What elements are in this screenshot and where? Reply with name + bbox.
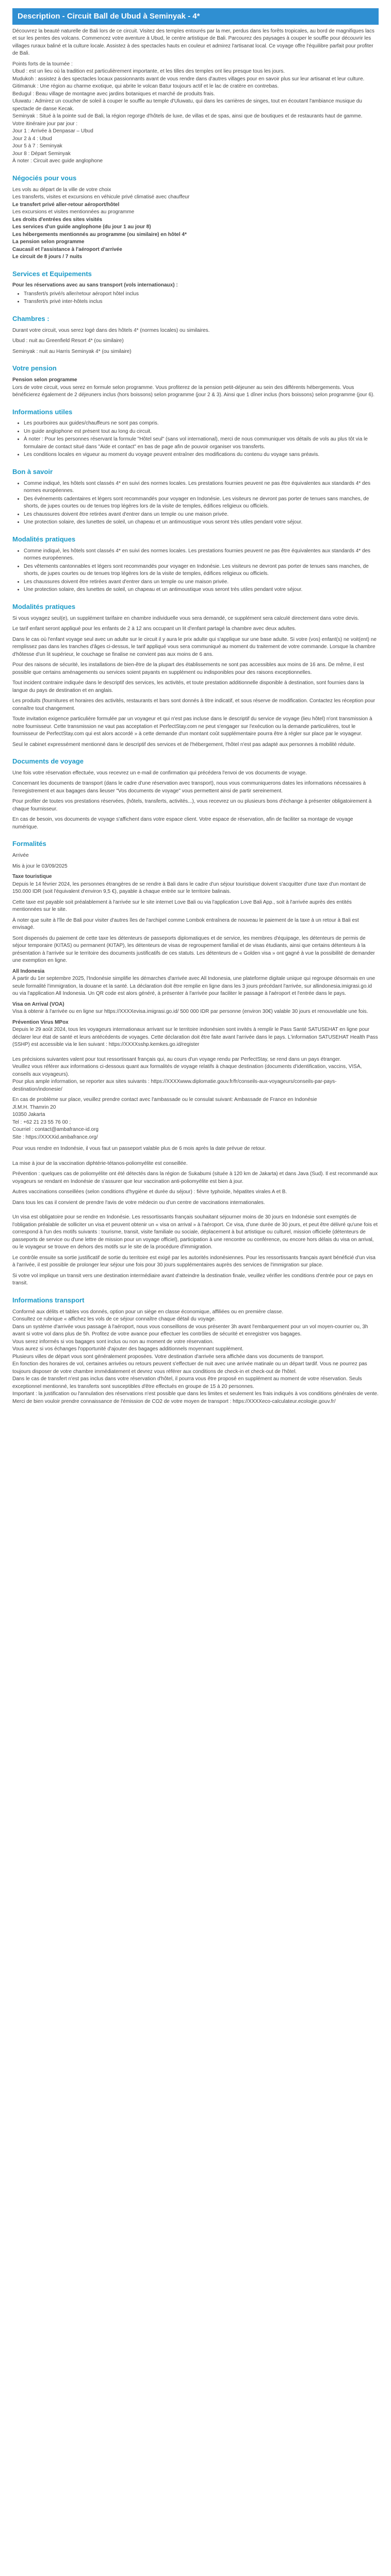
- services-item: • Transfert/s privé inter-hôtels inclus: [24, 298, 379, 306]
- modalites-paragraph: Pour des raisons de sécurité, les installations de bien-être de la plupart des établissements ne sont pas accessibles aux moins de 16 ans. De même, il est possible que certains aménagements ou services soient payants en supplément ou indisponibles pour des raisons exceptionnelles.: [12, 662, 364, 675]
- negocies-item: Les services d'un guide anglophone (du jour 1 au jour 8): [12, 224, 151, 230]
- intro-line: Seminyak : Situé à la pointe sud de Bali, la région regorge d'hôtels de luxe, de villas et de spas, ainsi que de boutiques et de restaurants haut de gamme.: [12, 113, 363, 120]
- negocies-item: Les transferts, visites et excursions en véhicule privé climatisé avec chauffeur: [12, 194, 190, 200]
- formalites-paragraph: La mise à jour de la vaccination diphtérie-tétanos-poliomyélite est conseillée.: [12, 1160, 188, 1166]
- modalites-paragraph: Si vous voyagez seul(e), un supplément tarifaire en chambre individuelle vous sera demandé, ce supplément sera calculé directement dans votre devis.: [12, 615, 360, 621]
- intro-section: [12, 28, 379, 165]
- formalites-paragraph: Les précisions suivantes valent pour tout ressortissant français qui, au cours d'un voyage rendu par PerfectStay, se rend dans un pays étranger.: [12, 1056, 341, 1062]
- itinerary-day: Jour 2 à 4 : Ubud: [12, 135, 52, 142]
- intro-line: Bedugul : Beau village de montagne avec jardins botaniques et marché de produits frais.: [12, 91, 215, 97]
- formalites-paragraph: Depuis le 29 août 2024, tous les voyageurs internationaux arrivant sur le territoire indonésien sont invités à remplir le Pass Santé SATUSEHAT en ligne pour déclarer leur état de santé et leurs antécédents de voyages. Cette déclaration doit être faite avant l'arrivée dans le pays. L'information SATUSEHAT Health Pass (SSHP) est accessible via le lien suivant : https://XXXXsshp.kemkes.go.id/register: [12, 1027, 378, 1048]
- bonasavoir-item: • Les chaussures doivent être retirées avant d'entrer dans un temple ou une maison privée.: [24, 511, 379, 519]
- negocies-item: Le transfert privé aller-retour aéroport/hôtel: [12, 201, 120, 208]
- bonasavoir-item: • Une protection solaire, des lunettes de soleil, un chapeau et un antimoustique vous seront très utiles pendant votre séjour.: [24, 519, 379, 527]
- negocies-heading: Négociés pour vous: [12, 174, 77, 182]
- intro-line: Ubud : est un lieu où la tradition est particulièrement importante, et les tilles des temples ont lieu presque tous les jours.: [12, 69, 285, 75]
- documents-paragraph: Pour profiter de toutes vos prestations réservées, (hôtels, transferts, activités...), vous recevrez un ou plusieurs bons d'échange à présenter obligatoirement à chaque fournisseur.: [12, 799, 372, 812]
- modalites-list: [12, 548, 379, 594]
- intro-line: Mudukoh : assistez à des spectacles locaux passionnants avant de vous rendre dans d'autres villages pour en savoir plus sur leur artisanat et leur culture.: [12, 76, 365, 82]
- services-list: [12, 291, 379, 306]
- formalites-subheading: Prévention Virus MPox: [12, 1019, 69, 1025]
- negocies-item: Caucasil et l'assistance à l'aéroport d'arrivée: [12, 246, 122, 252]
- infos-item: • À noter : Pour les personnes réservant la formule "Hôtel seul" (sans vol international), merci de nous communiquer vos détails de vols au plus tôt via le formulaire de contact situé dans "Aide et contact" en bas de page afin de pouvoir organiser vos transferts.: [24, 436, 379, 451]
- intro-line: Uluwatu : Admirez un coucher de soleil à couper le souffle au temple d'Uluwatu, qui dans les carrières de singes, tout en écoutant l'ambiance musique du spectacle de danse Kecak.: [12, 98, 362, 112]
- modalites-heading: Modalités pratiques: [12, 535, 76, 543]
- modalites-item: • Une protection solaire, des lunettes de soleil, un chapeau et un antimoustique vous seront très utiles pendant votre séjour.: [24, 586, 379, 594]
- intro-line: Gitimanuk : Une région au charme exotique, qui abrite le volcan Batur toujours actif et le lac de cratère en contrebas.: [12, 83, 279, 90]
- intro-line: Points forts de la tournée :: [12, 61, 73, 67]
- intro-line: Votre itinéraire jour par jour :: [12, 121, 78, 127]
- formalites-paragraph: Cette taxe est payable soit préalablement à l'arrivée sur le site internet Love Bali ou via l'application Love Bali App., soit à l'arrivée auprès des entités mentionnées sur le site.: [12, 899, 352, 913]
- bonasavoir-item: • Comme indiqué, les hôtels sont classés 4* en suivi des normes locales. Les prestations fournies peuvent ne pas être équivalentes aux standards 4* des normes européennes.: [24, 480, 379, 495]
- transport-paragraph: Plusieurs villes de départ vous sont généralement proposées. Votre destination d'arrivée sera affichée dans vos documents de transport.: [12, 1353, 324, 1360]
- modalites-item: • Des vêtements cantonnables et légers sont recommandés pour voyager en Indonésie. Les visiteurs ne devront pas porter de tenues sans manches, de shorts, de jupes courtes ou de tenues trop légères lors de la visite de temples, édifices religieux ou officiels.: [24, 563, 379, 578]
- negocies-item: Les vols au départ de la ville de votre choix: [12, 187, 111, 193]
- formalites-update-date: Mis à jour le 03/09/2025: [12, 863, 68, 869]
- infos-item: • Les conditions locales en vigueur au moment du voyage peuvent entraîner des modifications du contenu du voyage sans préavis.: [24, 451, 379, 459]
- formalites-paragraph: Veuillez vous référer aux informations ci-dessous quant aux formalités de voyage relatifs à chaque destination (documents d'identification, vaccins, VISA, conseils aux voyageurs).: [12, 1064, 362, 1077]
- formalites-paragraph: À partir du 1er septembre 2025, l'Indonésie simplifie les démarches d'arrivée avec All Indonesia, une plateforme digitale unique qui regroupe désormais en une seule formalité l'immigration, la douane et la santé. La déclaration doit être remplie en ligne dans les 3 jours précédant l'arrivée, sur allindonesia.imigrasi.go.id ou via l'application All Indonesia. Un QR code est alors généré, à présenter à l'arrivée pour faciliter le passage à l'aéroport et l'entrée dans le pays.: [12, 976, 376, 997]
- formalites-paragraph: Un visa est obligatoire pour se rendre en Indonésie. Les ressortissants français souhaitant séjourner moins de 30 jours en Indonésie sont exemptés de l'obligation préalable de solliciter un visa et peuvent obtenir un « visa on arrival » à l'aéroport. Ce visa, d'une durée de 30 jours, et peut être délivré qu'une fois et correspond à l'un des motifs suivants : tourisme, transit, visite familiale ou sociale, déplacement à but artistique ou culturel, mission officielle (détenteurs de passeports de service ou d'une lettre de mission pour un voyage officiel), participation à une rencontre ou conférence, ou encore hors délais du visa on arrival, ou le voyageur se trouve en dehors des motifs sur le site de la procédure d'immigration.: [12, 1214, 378, 1250]
- transport-paragraph: Dans un système d'arrivée vous passage à l'aéroport, nous vous conseillons de vous présenter 3h avant l'embarquement pour un vol moyen-courrier ou, 3h avant si votre vol dans plus de 5h. Profitez de votre avance pour effectuer les contrôles de sécurité et enregistrer vos bagages.: [12, 1324, 368, 1337]
- negocies-item: Les droits d'entrées des sites visités: [12, 216, 103, 223]
- negocies-item: La pension selon programme: [12, 239, 85, 245]
- modalites-paragraph: Dans le cas où l'enfant voyage seul avec un adulte sur le circuit il y aura le prix adulte qui s'applique sur une base adulte. Si votre (vos) enfant(s) ne voit(ent) ne remplissez pas dans les tranches d'âges ci-dessus, le tarif appliqué vous sera communiqué au moment du traitement de votre commande. Lorsque la chambre d'hôtesse d'un lit supérieur, le couchage se finalise ne convient pas aux moins de 6 ans.: [12, 636, 377, 657]
- formalites-subheading: Taxe touristique: [12, 874, 52, 880]
- chambres-line: Durant votre circuit, vous serez logé dans des hôtels 4* (normes locales) ou similaires.: [12, 327, 210, 333]
- services-item: • Transfert/s privé/s aller/retour aéroport hôtel inclus: [24, 291, 379, 298]
- formalites-paragraph: Prévention : quelques cas de poliomyélite ont été détectés dans la région de Sukabumi (située à 120 km de Jakarta) et dans Java (Sud). Il est recommandé aux voyageurs se rendant en Indonésie de s'assurer que leur vaccination anti-poliomyélite est bien à jour.: [12, 1171, 378, 1184]
- intro-line: Jour 1 : Arrivée à Denpasar – Ubud: [12, 128, 93, 134]
- chambres-line: Ubud : nuit au Greenfield Resort 4* (ou similaire): [12, 338, 124, 344]
- embassy-line: En cas de problème sur place, veuillez prendre contact avec l'ambassade ou le consulat suivant: Ambassade de France en Indonésie: [12, 1097, 317, 1103]
- formalites-paragraph: Sont dispensés du paiement de cette taxe les détenteurs de passeports diplomatiques et de service, les membres d'équipage, les détenteurs de permis de séjour temporaire (KITAS) ou permanent (KITAP), les détenteurs de visas de regroupement familial et de visas étudiants, ainsi que certains détenteurs à la présentation à l'arrivée sur le territoire des documents justificatifs de ces statuts. Les détenteurs de « Golden visa » ont gagné à vue la possibilité de demander une exemption en ligne.: [12, 935, 375, 964]
- pension-heading: Votre pension: [12, 364, 57, 372]
- transport-link-paragraph[interactable]: Merci de bien vouloir prendre connaissance de l'émission de CO2 de votre moyen de transport : https://XXXXeco-calculateur.ecologie.gouv.fr/: [12, 1398, 336, 1404]
- infos-item: • Un guide anglophone est présent tout au long du circuit.: [24, 428, 379, 436]
- formalites-paragraph: Visa à obtenir à l'arrivée ou en ligne sur https://XXXXevisa.imigrasi.go.id/ 500 000 IDR par personne (environ 30€) valable 30 jours et renouvelable une fois.: [12, 1009, 368, 1015]
- modalites-paragraph: Les produits (fournitures et horaires des activités, restaurants et bars sont donnés à titre indicatif, et sous réserve de modification. Contactez les réception pour connaître tout changement.: [12, 698, 376, 711]
- infos-heading: Informations utiles: [12, 408, 73, 416]
- modalites-paragraph: Tout incident contraire indiquée dans le descriptif des services, les activités, et toute prestation additionnelle disponible à destination, sont fournies dans la langue du pays de destination et en anglais.: [12, 680, 364, 693]
- documents-paragraph: Concernant les documents de transport (dans le cadre d'une réservation avec transport), nous vous communiquerons dates les informations nécessaires à l'enregistrement et aux bagages dans lieuser "Vos documents de voyage" vous permettent ainsi de partir sereinement.: [12, 781, 366, 794]
- formalites-paragraph: À noter que suite à l'île de Bali pour visiter d'autres îles de l'archipel comme Lombok entraînera de nouveau le paiement de la taxe à un retour à Bali est envisagé.: [12, 917, 359, 931]
- transport-paragraph: Important : la justification ou l'annulation des réservations n'est possible que dans les limites et seulement les frais indiqués à vos conditions générales de vente.: [12, 1391, 379, 1397]
- itinerary-day: À noter : Circuit avec guide anglophone: [12, 158, 103, 164]
- bonasavoir-item: • Des événements cadentaires et légers sont recommandés pour voyager en Indonésie. Les visiteurs ne devront pas porter de tenues sans manches, de shorts, de jupes courtes ou de tenues trop légères lors de la visite de temples, édifices religieux ou officiels.: [24, 496, 379, 511]
- documents-heading: Documents de voyage: [12, 757, 84, 765]
- modalites-heading-2: Modalités pratiques: [12, 602, 76, 611]
- transport-paragraph: Consultez ce rubrique « affichez les vols de ce séjour connaître chaque détail du voyage.: [12, 1316, 216, 1323]
- embassy-email-link[interactable]: Courriel : contact@ambafrance-id.org: [12, 1127, 99, 1133]
- transport-paragraph: Conformé aux délits et tables vos donnés, option pour un siège en classe économique, affiliées ou en première classe.: [12, 1309, 284, 1315]
- formalites-paragraph: Pour vous rendre en Indonésie, il vous faut un passeport valable plus de 6 mois après la date prévue de retour.: [12, 1146, 266, 1152]
- formalites-paragraph: Autres vaccinations conseillées (selon conditions d'hygiène et durée du séjour) : fièvre typhoïde, hépatites virales A et B.: [12, 1189, 287, 1195]
- documents-paragraph: En cas de besoin, vos documents de voyage s'affichent dans votre espace client. Votre espace de réservation, afin de faciliter sa montage de voyage numérique.: [12, 817, 353, 830]
- formalites-heading: Formalités: [12, 840, 46, 848]
- transport-paragraph: Vous serez informés si vos bagages sont inclus ou non au moment de votre réservation.: [12, 1338, 214, 1345]
- page-title: Description - Circuit Ball de Ubud à Seminyak - 4*: [12, 8, 379, 25]
- services-heading: Services et Equipements: [12, 269, 92, 278]
- negocies-item: Les hébergements mentionnés au programme (ou similaire) en hôtel 4*: [12, 231, 187, 238]
- modalites-item: • Les chaussures doivent être retirées avant d'entrer dans un temple ou une maison privée.: [24, 579, 379, 586]
- pension-subheading: Pension selon programme: [12, 377, 77, 383]
- chambres-heading: Chambres :: [12, 314, 50, 323]
- modalites-item: • Comme indiqué, les hôtels sont classés 4* en suivi des normes locales. Les prestations fournies peuvent ne pas être équivalentes aux standards 4* des normes européennes.: [24, 548, 379, 563]
- infos-list: [12, 420, 379, 459]
- embassy-line: 10350 Jakarta: [12, 1112, 45, 1118]
- documents-paragraph: Une fois votre réservation effectuée, vous recevrez un e-mail de confirmation qui précédera l'envoi de vos documents de voyage.: [12, 770, 307, 776]
- embassy-line: Tel : +62 21 23 55 76 00 ;: [12, 1119, 71, 1125]
- modalites-paragraph: Seul le cabinet expressément mentionné dans le descriptif des services et de l'hébergement, l'hôtel n'est pas adapté aux personnes à mobilité réduite.: [12, 741, 356, 748]
- transport-paragraph: Dans le cas de transfert n'est pas inclus dans votre réservation d'hôtel, il pourra vous être proposé en supplément au moment de votre réservation. Seuls exceptionnel mentionné, les transferts sont susceptibles d'être effectués en groupe de 15 à 20 personnes.: [12, 1376, 362, 1389]
- pension-text: Lors de votre circuit, vous serez en formule selon programme. Vous profiterez de la pension petit-déjeuner au sein des différents hébergements. Vous bénéficierez également de 2 déjeuners inclus (hors boissons) selon programme (jour 2 & 3). Ainsi que 1 dîner inclus (hors boissons) selon programme (jour 6).: [12, 384, 375, 398]
- modalites-paragraph: Le tarif enfant seront appliqué pour les enfants de 2 à 12 ans occupant un lit d'enfant partagé la chambre avec deux adultes.: [12, 626, 297, 632]
- embassy-line: Jl.M.H. Thamrin 20: [12, 1104, 56, 1110]
- formalites-subheading: All Indonesia: [12, 968, 45, 974]
- formalites-paragraph: Depuis le 14 février 2024, les personnes étrangères de se rendre à Bali dans le cadre d'un séjour touristique doivent s'acquitter d'une taxe d'un montant de 150.000 IDR (soit l'équivalent d'environ 9,5 €), payable à chaque entrée sur le territoire balinais.: [12, 881, 366, 895]
- infos-item: • Les pourboires aux guides/chauffeurs ne sont pas compris.: [24, 420, 379, 428]
- negocies-list: [12, 187, 379, 261]
- formalites-subheading: Arrivée: [12, 853, 29, 859]
- formalites-paragraph: Si votre vol implique un transit vers une destination intermédiaire avant d'atteindre la destination finale, veuillez vérifier les conditions d'entrée pour ce pays en transit.: [12, 1273, 373, 1286]
- bonasavoir-list: [12, 480, 379, 527]
- intro-paragraph: Découvrez la beauté naturelle de Bali lors de ce circuit. Visitez des temples entourés par la mer, perdus dans les forêts tropicales, au bord de magnifiques lacs et sur les pentes des volcans. Commencez votre aventure à Ubud, le centre artistique de Bali. Parcourez des paysages à couper le souffle pour découvrir les villages ruraux baliné et la culture locale. Assistez à des spectacles hauts en couleur et admirez l'artisanat local. Ce voyage offre l'équilibre parfait pour profiter de Bali.: [12, 28, 374, 57]
- formalites-link-paragraph[interactable]: Pour plus ample information, se reporter aux sites suivants : https://XXXXwww.diplomatie.gouv.fr/fr/conseils-aux-voyageurs/conseils-par-pays-destination/indonesie/: [12, 1079, 337, 1092]
- negocies-item: Les excursions et visites mentionnées au programme: [12, 209, 135, 215]
- negocies-item: Le circuit de 8 jours / 7 nuits: [12, 254, 83, 260]
- modalites-paragraph: Toute invitation exigence particulière formulée par un voyageur et qui n'est pas incluse dans le descriptif du service de voyage (lieu hôtel) n'ont transmission à notre fournisseur. Cette transmission ne vaut pas acceptation et PerfectStay.com ne peut s'engager sur l'exécution ou la demande particulières, tout le fournisseur de PerfectStay.com qui est alors accordé » à cette demande d'un montant coût supplémentaire pourra être à régler sur place par le voyageur.: [12, 716, 372, 737]
- transport-paragraph: En fonction des horaires de vol, certaines arrivées ou retours peuvent s'effectuer de nuit avec une arrivée matinale ou un départ tardif. Vous ne pourrez pas toujours disposer de votre chambre immédiatement et devrez vous référer aux conditions de check-in et check-out de l'hôtel.: [12, 1361, 367, 1375]
- itinerary-day: Jour 8 : Départ Seminyak: [12, 150, 71, 157]
- transport-heading: Informations transport: [12, 1296, 85, 1304]
- embassy-site-link[interactable]: Site : https://XXXXid.ambafrance.org/: [12, 1134, 98, 1140]
- bonasavoir-heading: Bon à savoir: [12, 467, 53, 476]
- services-subheading: Pour les réservations avec au sans transport (vols internationaux) :: [12, 282, 178, 289]
- formalites-paragraph: Dans tous les cas il convient de prendre l'avis de votre médecin ou d'un centre de vaccinations internationales.: [12, 1199, 265, 1206]
- itinerary-day: Jour 5 à 7 : Seminyak: [12, 143, 62, 149]
- transport-paragraph: Vous aurez si vos échanges l'opportunité d'ajouter des bagages additionnels moyennant supplément.: [12, 1346, 244, 1352]
- chambres-line: Seminyak : nuit au Harris Seminyak 4* (ou similaire): [12, 348, 132, 354]
- formalites-subheading: Visa on Arrival (VOA): [12, 1001, 64, 1007]
- formalites-paragraph: Le contrôle ensuite sa sortie justificatif de sortie du territoire est exigé par les autorités indonésiennes. Pour les ressortissants français ayant bénéficié d'un visa à l'arrivée, il est possible de prolonger leur séjour une fois pour 30 jours supplémentaires auprès des services de l'immigration sur place.: [12, 1255, 376, 1268]
